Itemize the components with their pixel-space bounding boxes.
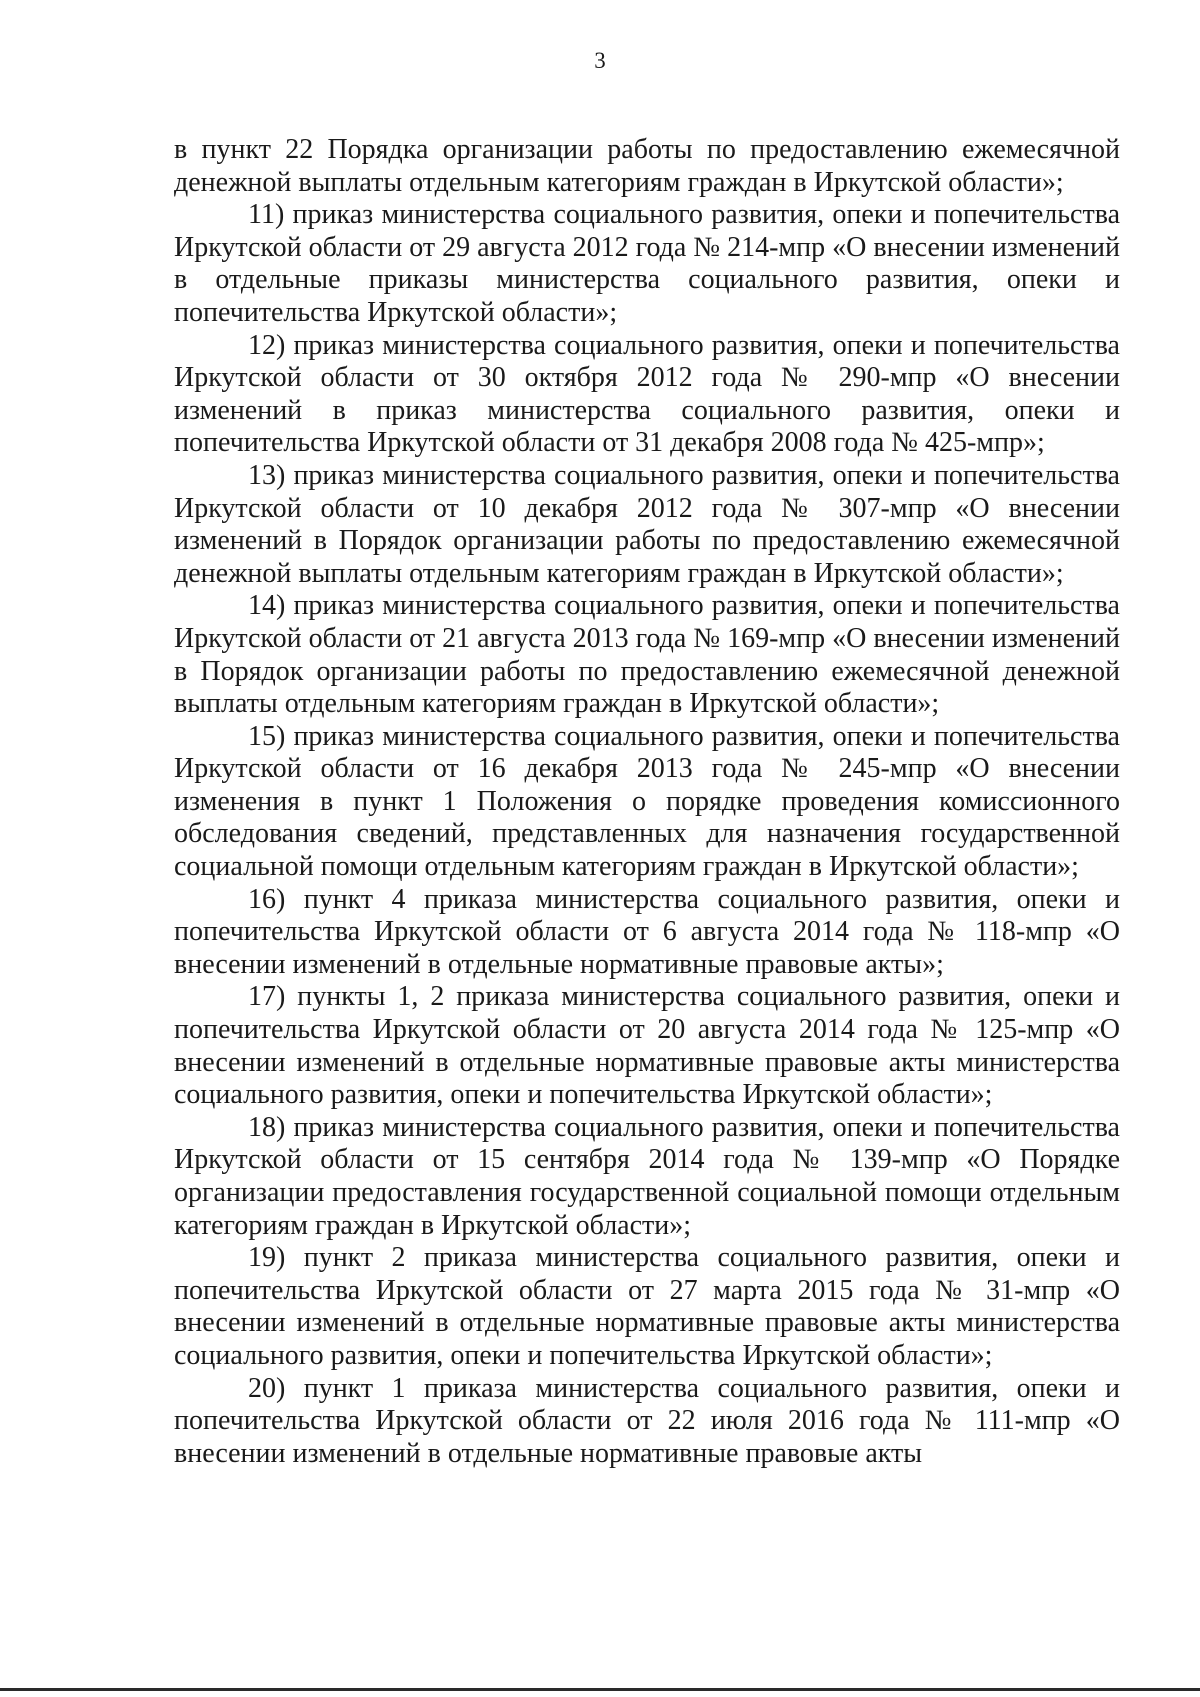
- document-body: [174, 134, 1120, 1470]
- list-item-11: 11) приказ министерства социального развития, опеки и попечительства Иркутской области от 29 августа 2012 года № 214-мпр «О внесении изменений в отдельные приказы министерства социального развития, опеки и попечительства Иркутской области»;: [174, 199, 1120, 328]
- list-item-16: 16) пункт 4 приказа министерства социального развития, опеки и попечительства Иркутской области от 6 августа 2014 года № 118-мпр «О внесении изменений в отдельные нормативные правовые акты»;: [174, 883, 1120, 980]
- list-item-13: 13) приказ министерства социального развития, опеки и попечительства Иркутской области от 10 декабря 2012 года № 307-мпр «О внесении изменений в Порядок организации работы по предоставлению ежемесячной денежной выплаты отдельным категориям граждан в Иркутской области»;: [174, 459, 1120, 589]
- list-item-14: 14) приказ министерства социального развития, опеки и попечительства Иркутской области от 21 августа 2013 года № 169-мпр «О внесении изменений в Порядок организации работы по предоставлению ежемесячной денежной выплаты отдельным категориям граждан в Иркутской области»;: [174, 590, 1120, 720]
- paragraph-continuation: в пункт 22 Порядка организации работы по предоставлению ежемесячной денежной выплаты отдельным категориям граждан в Иркутской области»;: [174, 134, 1120, 198]
- list-item-18: 18) приказ министерства социального развития, опеки и попечительства Иркутской области от 15 сентября 2014 года № 139-мпр «О Порядке организации предоставления государственной социальной помощи отдельным категориям граждан в Иркутской области»;: [174, 1111, 1120, 1241]
- list-item-20: 20) пункт 1 приказа министерства социального развития, опеки и попечительства Иркутской области от 22 июля 2016 года № 111-мпр «О внесении изменений в отдельные нормативные правовые акты: [174, 1372, 1120, 1469]
- list-item-15: 15) приказ министерства социального развития, опеки и попечительства Иркутской области от 16 декабря 2013 года № 245-мпр «О внесении изменения в пункт 1 Положения о порядке проведения комиссионного обследования сведений, представленных для назначения государственной социальной помощи отдельным категориям граждан в Иркутской области»;: [174, 720, 1120, 883]
- page-bottom-edge: [0, 1688, 1200, 1691]
- list-item-12: 12) приказ министерства социального развития, опеки и попечительства Иркутской области от 30 октября 2012 года № 290-мпр «О внесении изменений в приказ министерства социального развития, опеки и попечительства Иркутской области от 31 декабря 2008 года № 425-мпр»;: [174, 329, 1120, 459]
- list-item-19: 19) пункт 2 приказа министерства социального развития, опеки и попечительства Иркутской области от 27 марта 2015 года № 31-мпр «О внесении изменений в отдельные нормативные правовые акты министерства социального развития, опеки и попечительства Иркутской области»;: [174, 1242, 1120, 1371]
- list-item-17: 17) пункты 1, 2 приказа министерства социального развития, опеки и попечительства Иркутской области от 20 августа 2014 года № 125-мпр «О внесении изменений в отдельные нормативные правовые акты министерства социального развития, опеки и попечительства Иркутской области»;: [174, 981, 1120, 1111]
- page-number: 3: [594, 48, 606, 73]
